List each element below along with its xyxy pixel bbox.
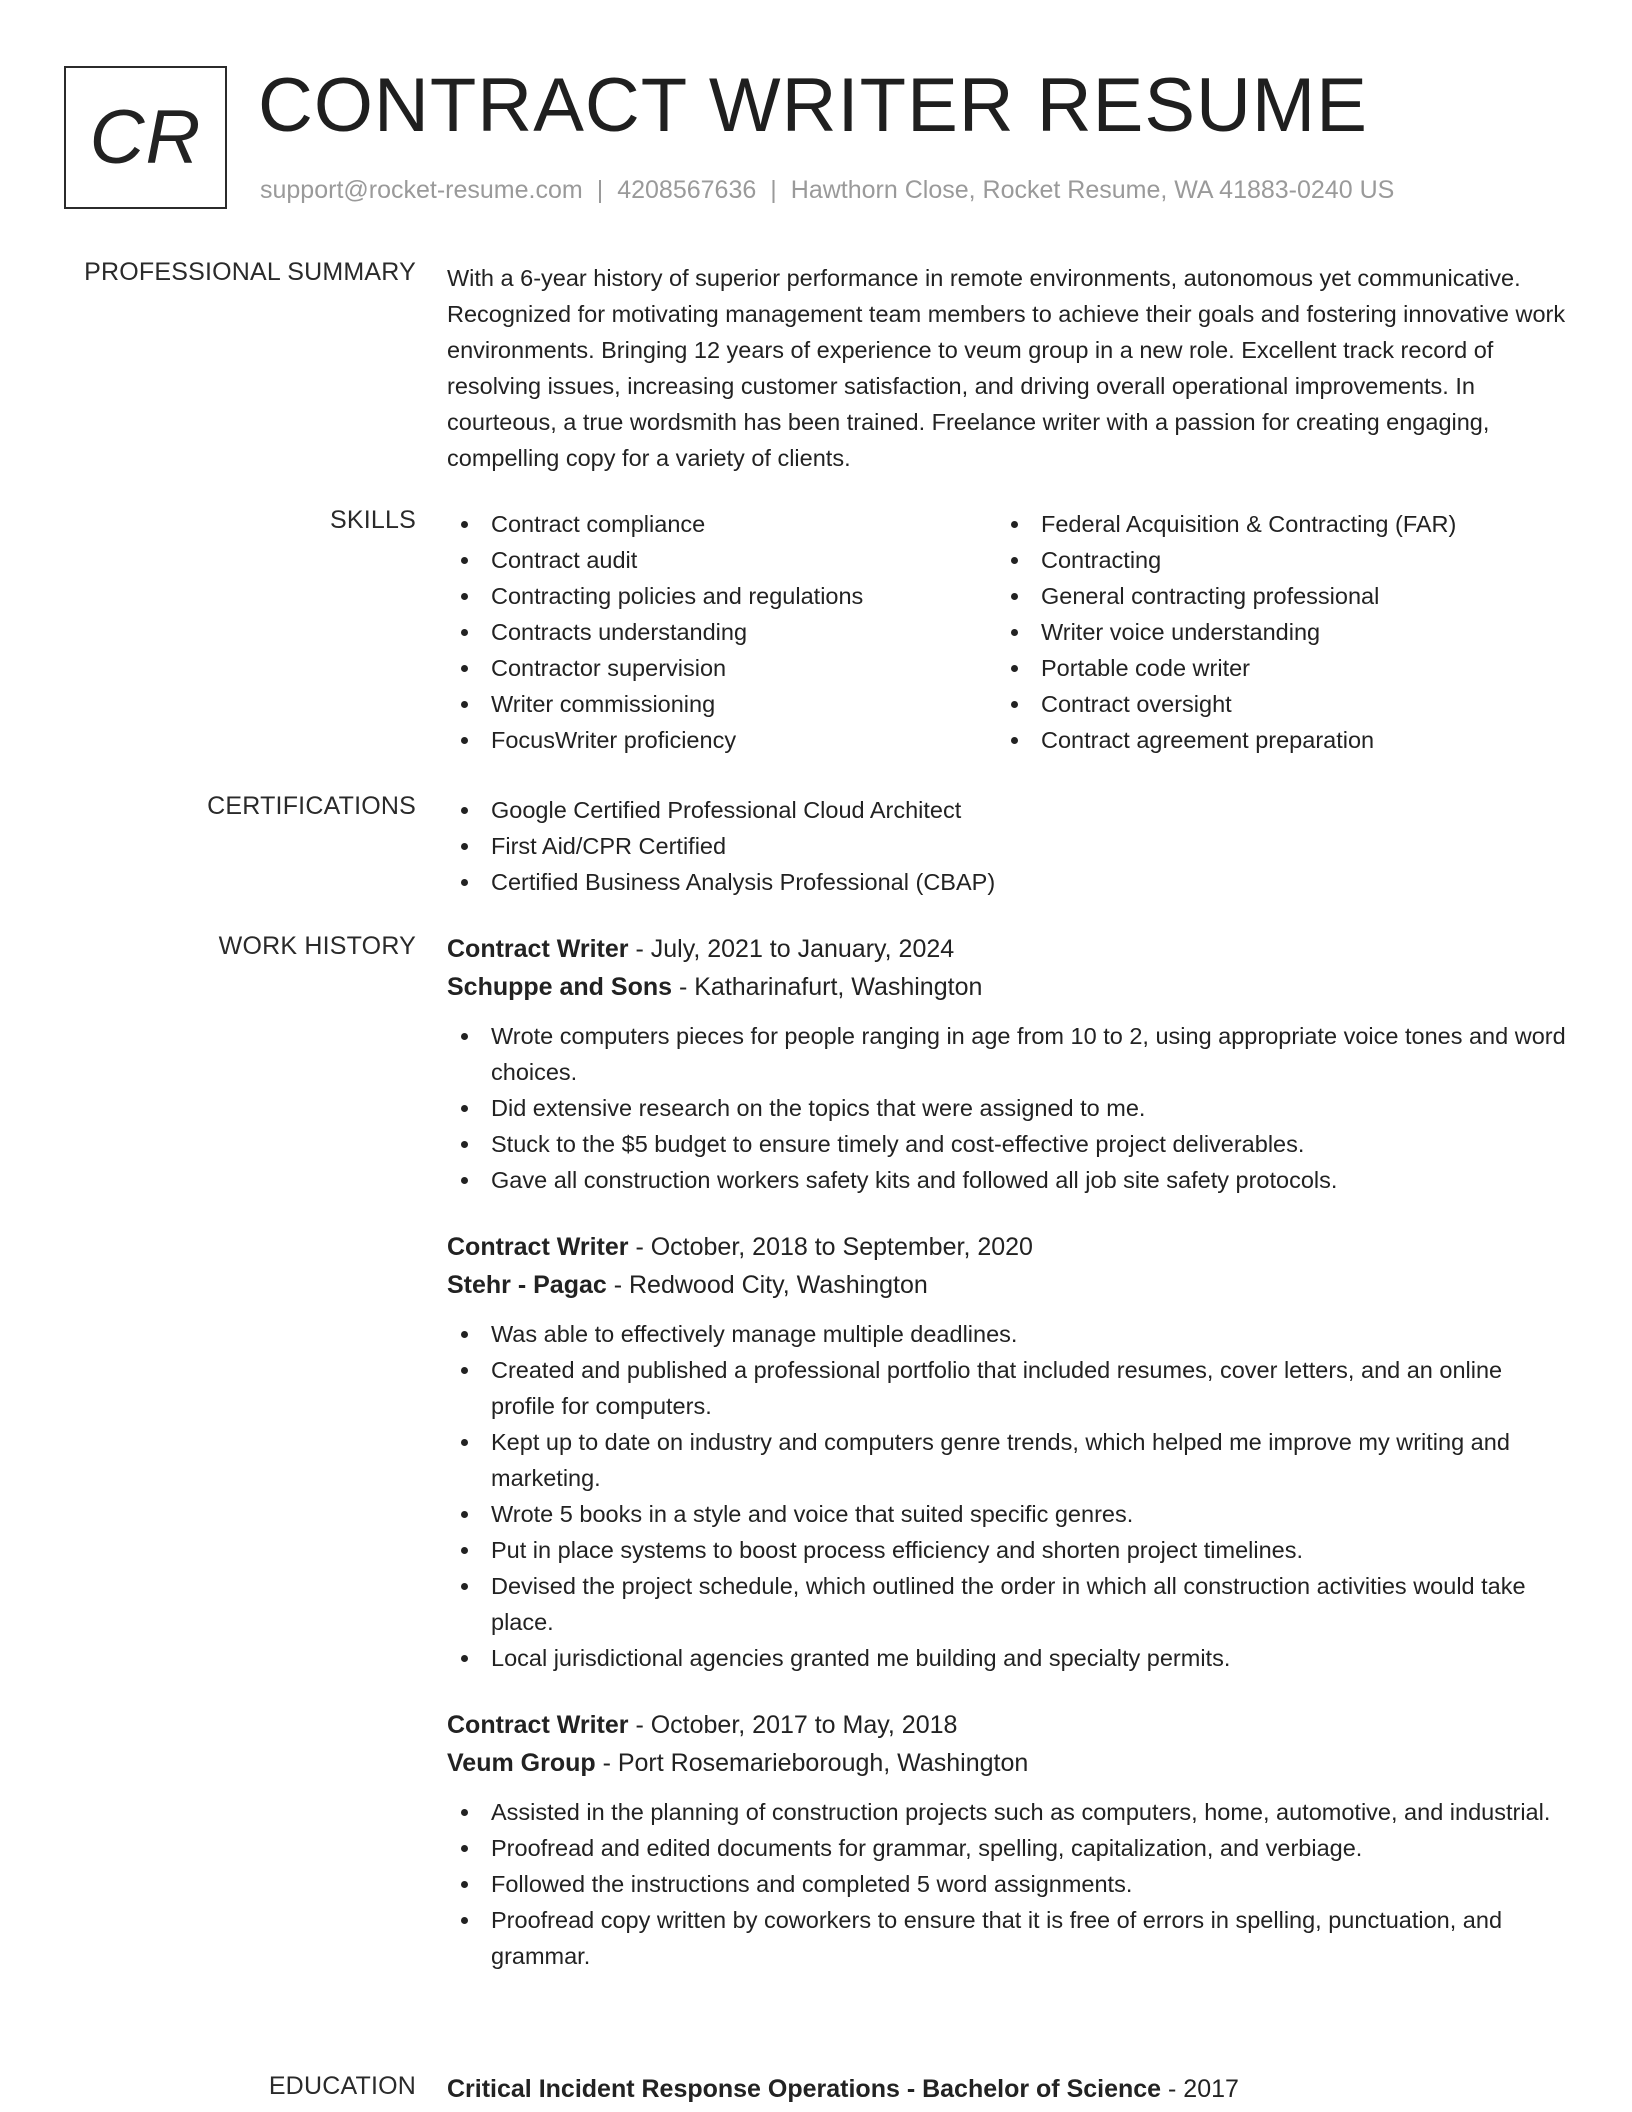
- job-title: Contract Writer: [447, 935, 629, 963]
- skill-item: General contracting professional: [997, 578, 1547, 614]
- job-title-line: [447, 930, 1572, 968]
- skills-list-right: [997, 506, 1547, 758]
- skill-item: Portable code writer: [997, 650, 1547, 686]
- contact-email[interactable]: support@rocket-resume.com: [260, 176, 583, 204]
- job-location: - Port Rosemarieborough, Washington: [595, 1749, 1029, 1777]
- job-bullet: Wrote 5 books in a style and voice that suited specific genres.: [447, 1496, 1572, 1532]
- job-bullets: [447, 1794, 1572, 1974]
- job-bullet: Followed the instructions and completed 5 word assignments.: [447, 1866, 1572, 1902]
- skill-item: Contracting policies and regulations: [447, 578, 997, 614]
- job-title: Contract Writer: [447, 1233, 629, 1261]
- job-bullet: Kept up to date on industry and computers genre trends, which helped me improve my writing and marketing.: [447, 1424, 1572, 1496]
- education-year: - 2017: [1161, 2075, 1239, 2103]
- summary-label: PROFESSIONAL SUMMARY: [84, 258, 416, 286]
- contact-separator: |: [596, 176, 604, 204]
- certifications-list: [447, 792, 1572, 900]
- job-bullet: Local jurisdictional agencies granted me building and specialty permits.: [447, 1640, 1572, 1676]
- skill-item: Federal Acquisition & Contracting (FAR): [997, 506, 1547, 542]
- job-title-line: [447, 1228, 1572, 1266]
- job-entry: [447, 1706, 1572, 1974]
- job-bullet: Proofread and edited documents for grammar, spelling, capitalization, and verbiage.: [447, 1830, 1572, 1866]
- job-bullet: Proofread copy written by coworkers to ensure that it is free of errors in spelling, punctuation, and grammar.: [447, 1902, 1572, 1974]
- skills-body: [447, 506, 1572, 758]
- certification-item: Google Certified Professional Cloud Architect: [447, 792, 1572, 828]
- education-body: [447, 2070, 1572, 2108]
- job-title-line: [447, 1706, 1572, 1744]
- certification-item: First Aid/CPR Certified: [447, 828, 1572, 864]
- resume-header: [64, 63, 1584, 210]
- skills-label: SKILLS: [330, 506, 416, 534]
- job-location: - Redwood City, Washington: [606, 1271, 928, 1299]
- job-bullet: Wrote computers pieces for people ranging in age from 10 to 2, using appropriate voice tones and word choices.: [447, 1018, 1572, 1090]
- contact-address: Hawthorn Close, Rocket Resume, WA 41883-0240 US: [790, 176, 1395, 204]
- skill-item: Contractor supervision: [447, 650, 997, 686]
- monogram-initials: CR: [89, 95, 202, 180]
- certifications-body: [447, 792, 1572, 900]
- skills-list-left: [447, 506, 997, 758]
- contact-phone[interactable]: 4208567636: [617, 176, 757, 204]
- job-entry: [447, 1228, 1572, 1676]
- skill-item: Writer voice understanding: [997, 614, 1547, 650]
- education-label: EDUCATION: [268, 2072, 416, 2100]
- job-entry: [447, 930, 1572, 1198]
- job-bullet: Gave all construction workers safety kits and followed all job site safety protocols.: [447, 1162, 1572, 1198]
- job-dates: - October, 2018 to September, 2020: [628, 1233, 1033, 1261]
- job-bullets: [447, 1316, 1572, 1676]
- skill-item: Contract agreement preparation: [997, 722, 1547, 758]
- work-label: WORK HISTORY: [218, 932, 416, 960]
- job-company-line: [447, 968, 1572, 1006]
- monogram-box: [64, 66, 227, 209]
- job-company: Schuppe and Sons: [447, 973, 673, 1001]
- job-company-line: [447, 1744, 1572, 1782]
- job-bullet: Devised the project schedule, which outlined the order in which all construction activities would take place.: [447, 1568, 1572, 1640]
- job-bullet: Put in place systems to boost process efficiency and shorten project timelines.: [447, 1532, 1572, 1568]
- skill-item: Contract audit: [447, 542, 997, 578]
- contact-line: [260, 176, 1394, 205]
- job-bullets: [447, 1018, 1572, 1198]
- education-line: [447, 2070, 1572, 2108]
- skill-item: FocusWriter proficiency: [447, 722, 997, 758]
- skill-item: Contract compliance: [447, 506, 997, 542]
- skill-item: Writer commissioning: [447, 686, 997, 722]
- job-bullet: Was able to effectively manage multiple deadlines.: [447, 1316, 1572, 1352]
- work-body: [447, 930, 1572, 2004]
- contact-separator: |: [770, 176, 777, 204]
- resume-title: CONTRACT WRITER RESUME: [258, 63, 1368, 148]
- job-bullet: Did extensive research on the topics that were assigned to me.: [447, 1090, 1572, 1126]
- job-location: - Katharinafurt, Washington: [672, 973, 983, 1001]
- skill-item: Contracting: [997, 542, 1547, 578]
- job-bullet: Created and published a professional portfolio that included resumes, cover letters, and an online profile for computers.: [447, 1352, 1572, 1424]
- job-dates: - October, 2017 to May, 2018: [628, 1711, 958, 1739]
- job-bullet: Assisted in the planning of construction projects such as computers, home, automotive, and industrial.: [447, 1794, 1572, 1830]
- job-company-line: [447, 1266, 1572, 1304]
- job-company: Stehr - Pagac: [447, 1271, 607, 1299]
- summary-text: With a 6-year history of superior performance in remote environments, autonomous yet communicative. Recognized for motivating management team members to achieve their goals and fostering innovative work environments. Bringing 12 years of experience to veum group in a new role. Excellent track record of resolving issues, increasing customer satisfaction, and driving overall operational improvements. In courteous, a true wordsmith has been trained. Freelance writer with a passion for creating engaging, compelling copy for a variety of clients.: [447, 265, 1566, 471]
- skill-item: Contract oversight: [997, 686, 1547, 722]
- skill-item: Contracts understanding: [447, 614, 997, 650]
- certifications-label: CERTIFICATIONS: [207, 792, 416, 820]
- job-bullet: Stuck to the $5 budget to ensure timely and cost-effective project deliverables.: [447, 1126, 1572, 1162]
- education-degree: Critical Incident Response Operations - Bachelor of Science: [447, 2075, 1162, 2103]
- job-company: Veum Group: [447, 1749, 596, 1777]
- job-title: Contract Writer: [447, 1711, 629, 1739]
- job-dates: - July, 2021 to January, 2024: [628, 935, 955, 963]
- certification-item: Certified Business Analysis Professional (CBAP): [447, 864, 1572, 900]
